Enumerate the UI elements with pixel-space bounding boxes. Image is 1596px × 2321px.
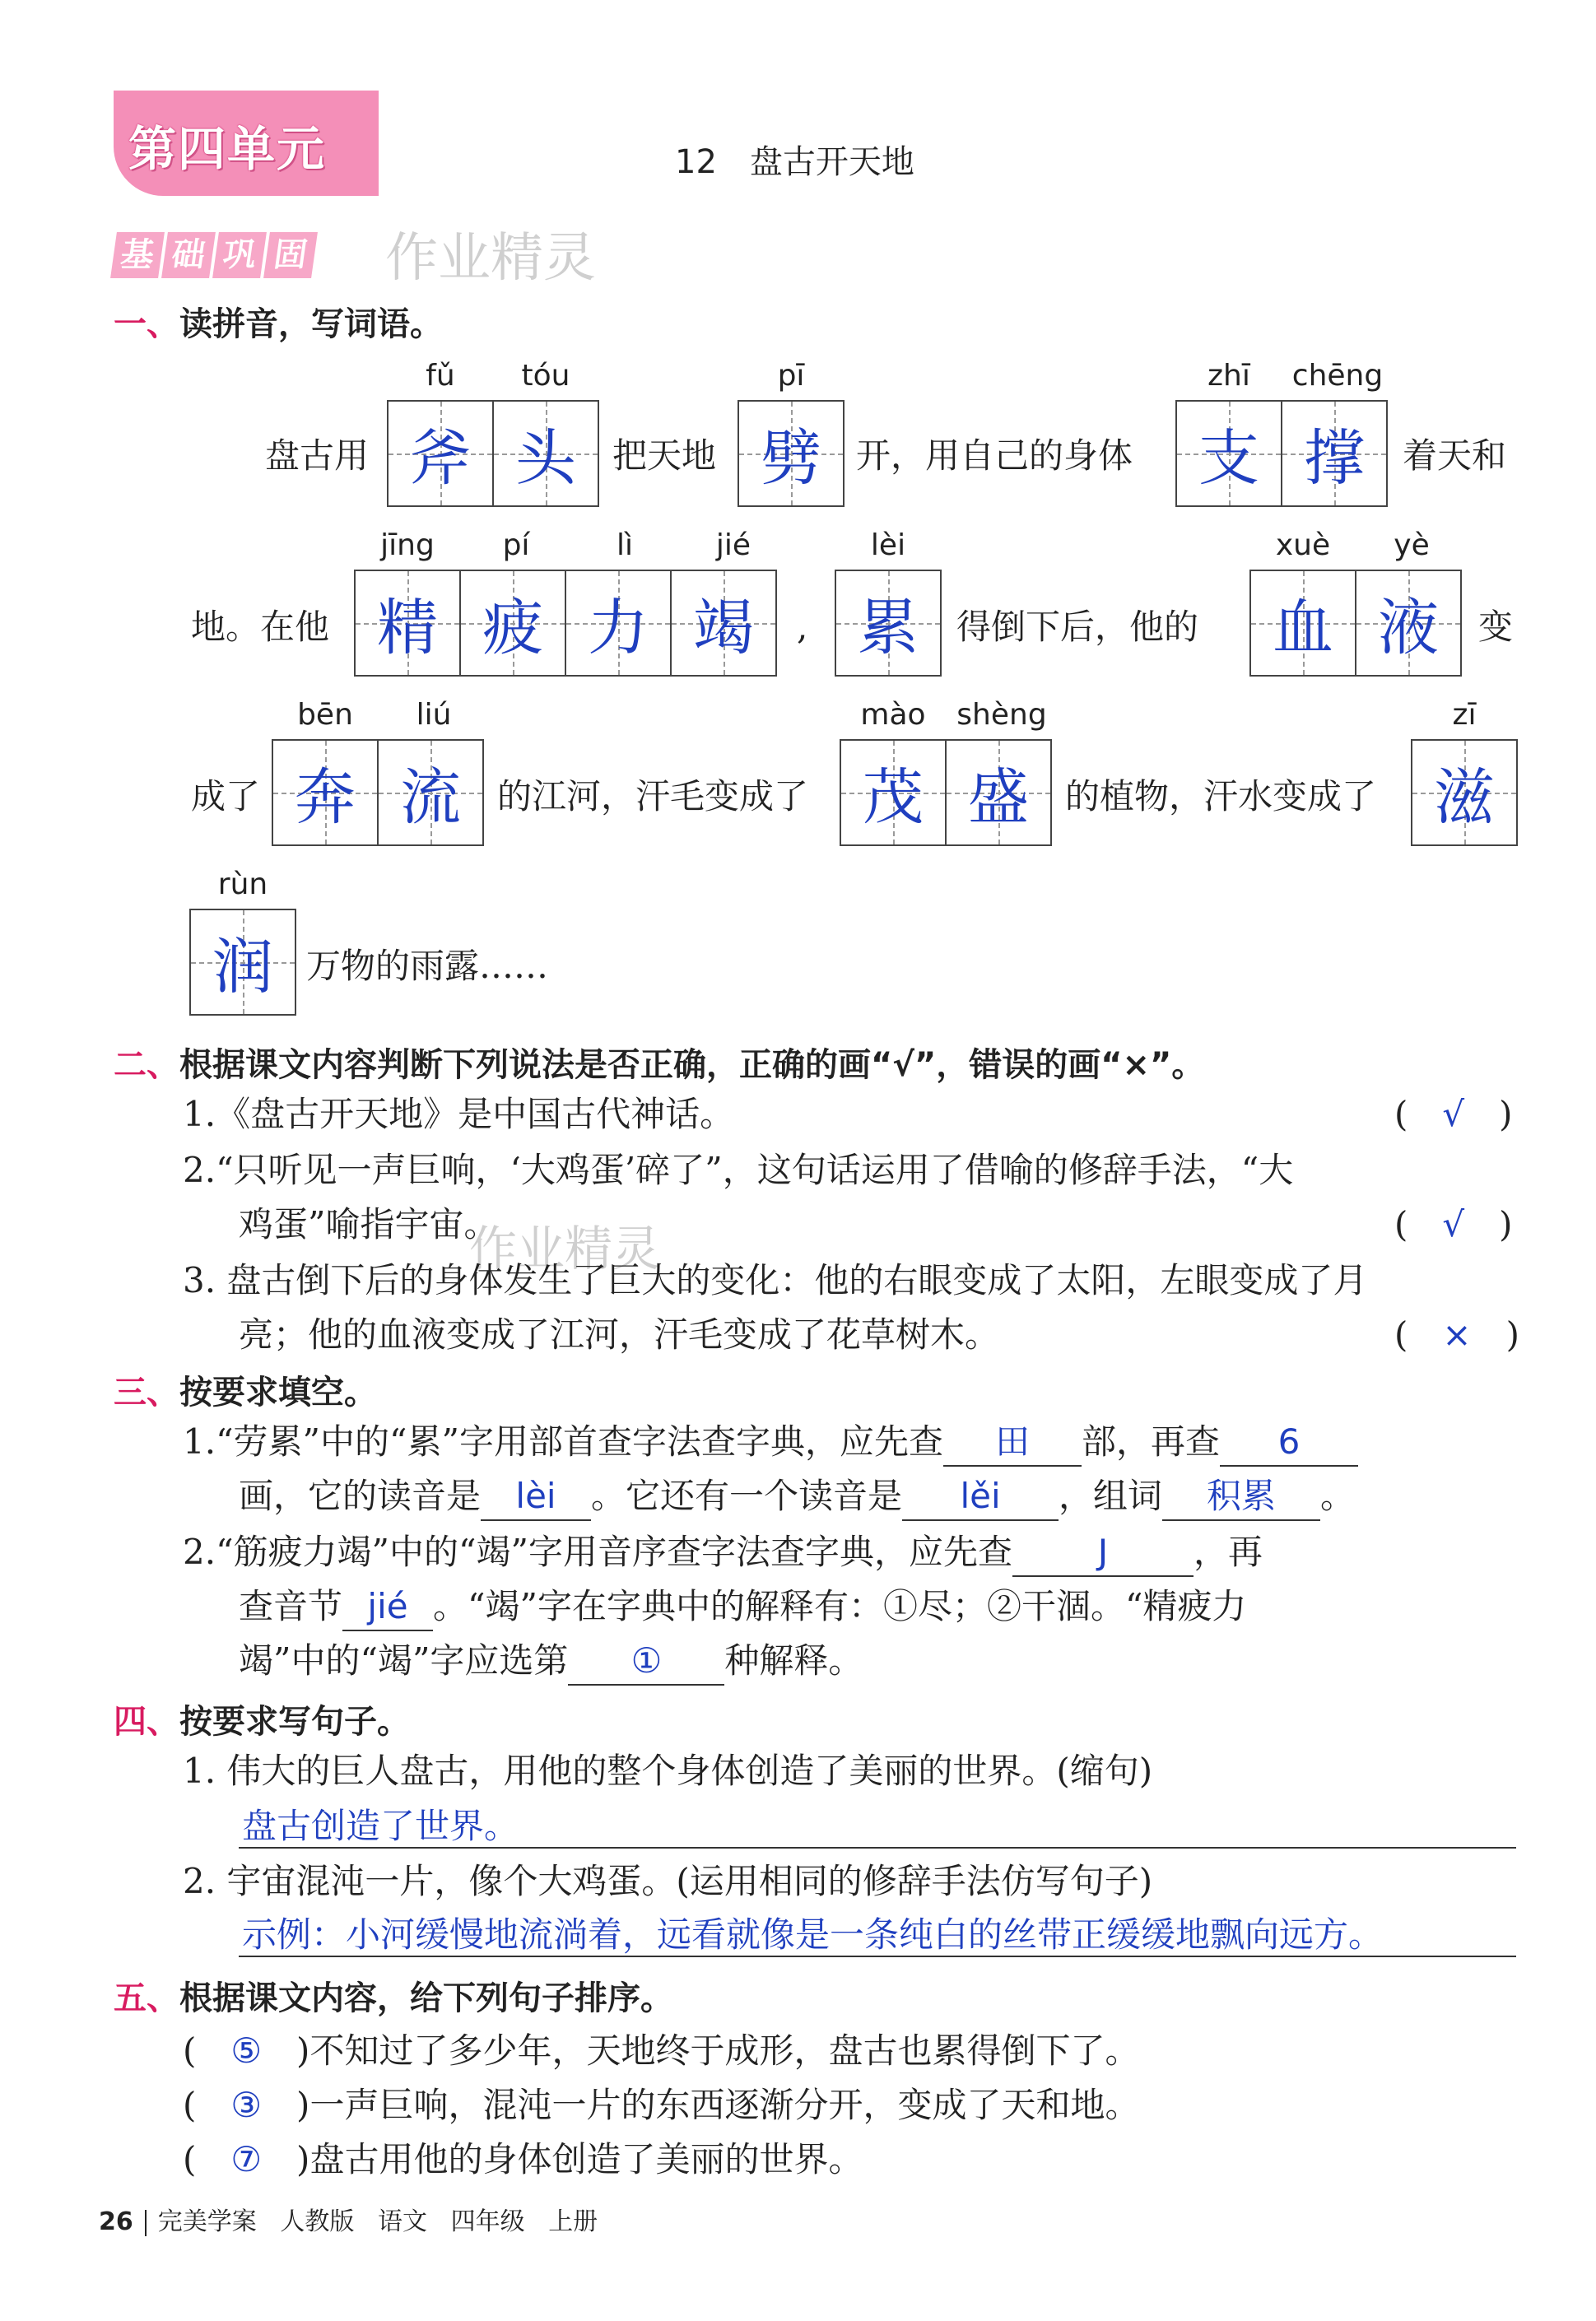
pinyin: mào [860, 698, 926, 732]
lesson-title: 12 盘古开天地 [675, 143, 914, 181]
answer-blank: 田 [943, 1419, 1082, 1467]
answer-blank: 积累 [1162, 1473, 1320, 1521]
grid-cell: 流 [379, 741, 482, 844]
pinyin: jié [715, 528, 751, 562]
pinyin: shèng [956, 698, 1047, 732]
answer-line [239, 1903, 1516, 1957]
fill-text: 的植物，汗水变成了 [1065, 776, 1377, 816]
grid-cell: 润 [191, 910, 295, 1014]
pinyin: pī [777, 359, 805, 393]
fill-text: 着天和 [1403, 435, 1507, 476]
answer-blank: lěi [902, 1473, 1059, 1521]
grid-cell: 累 [836, 571, 940, 675]
fill-text: 变 [1478, 607, 1514, 647]
fill-text: 的江河，汗毛变成了 [497, 776, 809, 816]
badge-char: 巩 [212, 232, 267, 278]
question-text: 亮；他的血液变成了江河，汗毛变成了花草树木。 [239, 1314, 1000, 1355]
section-title-text: 根据课文内容判断下列说法是否正确，正确的画“√”，错误的画“×”。 [179, 1046, 1205, 1084]
grid-cell: 滋 [1412, 741, 1516, 844]
section-title-text: 读拼音，写词语。 [179, 305, 443, 343]
pinyin: pí [502, 528, 530, 562]
section-badge [114, 232, 314, 281]
grid-cell: 奔 [273, 741, 379, 844]
grid-cell: 液 [1356, 571, 1460, 675]
answer-bracket: ( √ ) [1394, 1094, 1513, 1134]
section-number: 一、 [114, 305, 179, 343]
fill-text: 把天地 [612, 435, 717, 476]
pinyin: yè [1394, 528, 1430, 562]
fill-line: 1.“劳累”中的“累”字用部首查字法查字典，应先查 田 部，再查 6 [183, 1419, 1358, 1467]
writing-grid [387, 400, 599, 507]
grid-cell: 斧 [389, 402, 494, 505]
writing-grid [1175, 400, 1388, 507]
volume: 上册 [548, 2207, 598, 2236]
section-number: 四、 [114, 1703, 179, 1741]
answer-text: 盘古创造了世界。 [242, 1806, 519, 1846]
writing-grid [738, 400, 845, 507]
section-number: 五、 [114, 1979, 179, 2017]
pinyin: xuè [1275, 528, 1331, 562]
answer-blank: J [1012, 1529, 1194, 1577]
section-5-title [114, 1972, 673, 2019]
fill-text: 成了 [191, 776, 261, 816]
page-footer [99, 2201, 598, 2237]
answer-blank: lèi [481, 1473, 591, 1521]
writing-grid [272, 739, 484, 846]
grid-cell: 血 [1251, 571, 1356, 675]
order-item: ( ⑤ )不知过了多少年，天地终于成形，盘古也累得倒下了。 [183, 2030, 1140, 2071]
fill-text: , [797, 607, 808, 647]
pinyin: tóu [521, 359, 570, 393]
question-text: 2. 宇宙混沌一片，像个大鸡蛋。(运用相同的修辞手法仿写句子) [183, 1861, 1153, 1901]
order-item: ( ③ )一声巨响，混沌一片的东西逐渐分开，变成了天和地。 [183, 2085, 1140, 2125]
section-title-text: 根据课文内容，给下列句子排序。 [179, 1979, 673, 2017]
grid-cell: 精 [356, 571, 461, 675]
edition: 人教版 [280, 2207, 355, 2236]
grid-cell: 力 [566, 571, 672, 675]
unit-label: 第四单元 [128, 121, 327, 177]
answer-bracket: ( √ ) [1394, 1204, 1513, 1244]
subject: 语文 [377, 2207, 427, 2236]
pinyin: liú [416, 698, 452, 732]
fill-line: 画，它的读音是 lèi 。它还有一个读音是 lěi ，组词 积累 。 [239, 1473, 1355, 1521]
fill-text: 万物的雨露…… [306, 946, 549, 986]
section-title-text: 按要求写句子。 [179, 1703, 410, 1741]
pinyin: zī [1452, 698, 1477, 732]
fill-text: 盘古用 [265, 435, 370, 476]
grid-cell: 支 [1177, 402, 1282, 505]
section-1-title [114, 298, 443, 345]
writing-grid [840, 739, 1052, 846]
order-item: ( ⑦ )盘古用他的身体创造了美丽的世界。 [183, 2139, 863, 2179]
answer-blank: jié [342, 1584, 433, 1631]
pinyin: lì [616, 528, 633, 562]
section-3-title [114, 1366, 377, 1413]
section-2-title [114, 1039, 1204, 1086]
badge-char: 础 [161, 232, 216, 278]
answer-text: 示例：小河缓慢地流淌着，远看就像是一条纯白的丝带正缓缓地飘向远方。 [242, 1914, 1384, 1955]
writing-grid [189, 909, 296, 1016]
answer-blank: 6 [1220, 1419, 1358, 1467]
question-text: 3. 盘古倒下后的身体发生了巨大的变化：他的右眼变成了太阳，左眼变成了月 [183, 1260, 1368, 1300]
fill-line: 竭”中的“竭”字应选第 ① 种解释。 [239, 1638, 863, 1686]
answer-blank: ① [568, 1638, 724, 1686]
fill-text: 得倒下后，他的 [956, 607, 1199, 647]
grid-cell: 竭 [672, 571, 775, 675]
watermark: 作业精灵 [469, 1221, 661, 1277]
answer-line [239, 1794, 1516, 1849]
unit-banner [114, 91, 379, 196]
watermark: 作业精灵 [385, 228, 596, 289]
book-name: 完美学案 [157, 2207, 257, 2236]
fill-line: 查音节 jié 。“竭”字在字典中的解释有：①尽；②干涸。“精疲力 [239, 1584, 1246, 1631]
badge-char: 基 [110, 232, 165, 278]
fill-line: 2.“筋疲力竭”中的“竭”字用音序查字法查字典，应先查 J ，再 [183, 1529, 1263, 1577]
answer-bracket: ( × ) [1394, 1314, 1519, 1355]
grid-cell: 盛 [947, 741, 1050, 844]
section-4-title [114, 1695, 410, 1742]
section-number: 二、 [114, 1046, 179, 1084]
question-text: 1.《盘古开天地》是中国古代神话。 [183, 1094, 735, 1134]
section-title-text: 按要求填空。 [179, 1374, 377, 1412]
section-number: 三、 [114, 1374, 179, 1412]
writing-grid [835, 570, 942, 677]
badge-char: 固 [263, 232, 318, 278]
pinyin: bēn [297, 698, 353, 732]
grid-cell: 劈 [739, 402, 843, 505]
pinyin: fǔ [426, 359, 455, 393]
grid-cell: 头 [494, 402, 598, 505]
grid-cell: 茂 [841, 741, 947, 844]
pinyin: zhī [1207, 359, 1250, 393]
question-text: 1. 伟大的巨人盘古，用他的整个身体创造了美丽的世界。(缩句) [183, 1751, 1153, 1791]
grid-cell: 撑 [1282, 402, 1386, 505]
pinyin: chēng [1291, 359, 1384, 393]
grid-cell: 疲 [461, 571, 566, 675]
pinyin: lèi [870, 528, 906, 562]
question-text: 2.“只听见一声巨响，‘大鸡蛋’碎了”，这句话运用了借喻的修辞手法，“大 [183, 1150, 1294, 1190]
writing-grid [1249, 570, 1462, 677]
page-number: 26 [99, 2207, 133, 2236]
writing-grid [1411, 739, 1518, 846]
grade: 四年级 [450, 2207, 525, 2236]
question-text: 鸡蛋”喻指宇宙。 [239, 1204, 499, 1244]
pinyin: jīng [380, 528, 435, 562]
fill-text: 地。在他 [191, 607, 330, 647]
writing-grid [354, 570, 777, 677]
pinyin: rùn [217, 867, 268, 901]
fill-text: 开，用自己的身体 [856, 435, 1133, 476]
